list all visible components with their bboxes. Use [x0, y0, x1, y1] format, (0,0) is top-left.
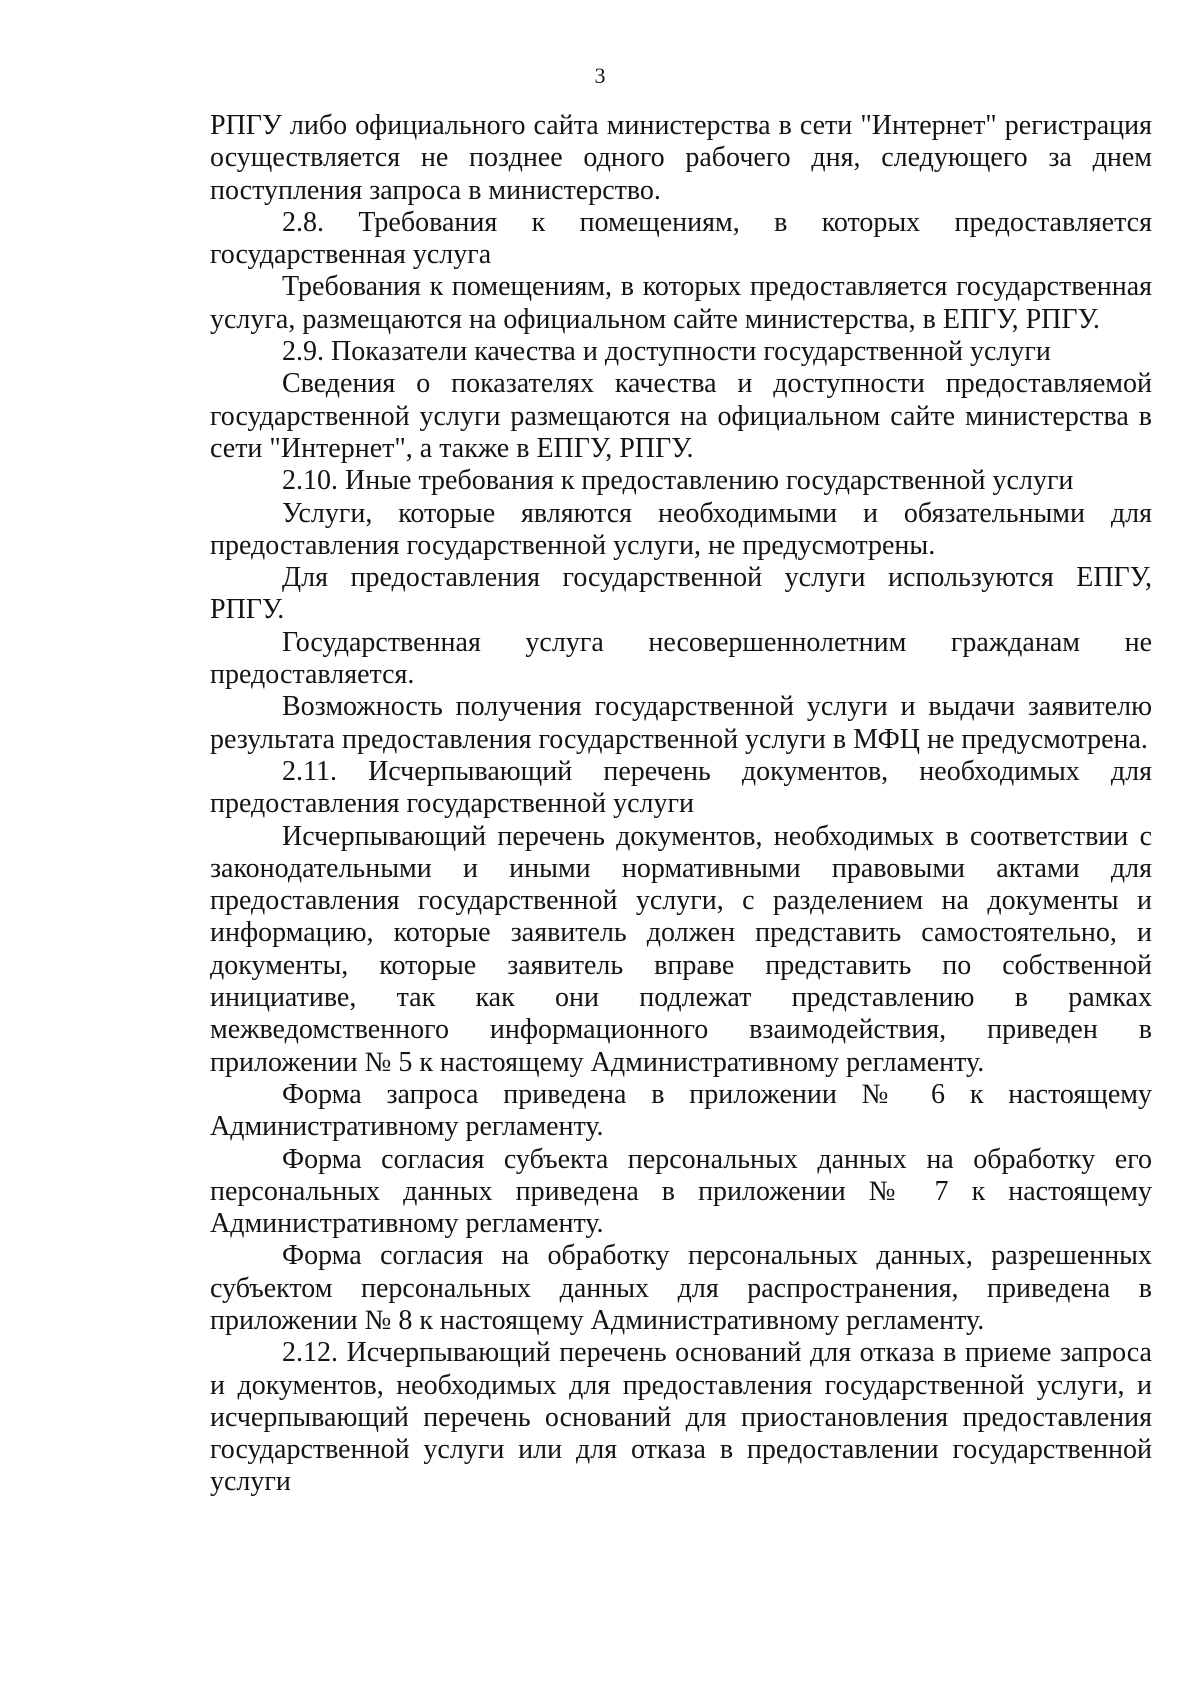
section-heading-2-10: 2.10. Иные требования к предоставлению государственной услуги [282, 465, 1074, 497]
section-heading-2-12: 2.12. Исчерпывающий перечень оснований для отказа в приеме запроса и документов, необходимых для предоставления государственной услуги, и исчерпывающий перечень оснований для приостановления предоставления государственной услуги или для отказа в предоставлении государственной услуги [210, 1337, 1152, 1498]
paragraph: Требования к помещениям, в которых предоставляется государственная услуга, размещаются на официальном сайте министерства, в ЕПГУ, РПГУ. [210, 271, 1152, 335]
paragraph: Форма согласия субъекта персональных данных на обработку его персональных данных приведена в приложении № 7 к настоящему Административному регламенту. [210, 1143, 1152, 1240]
paragraph: Сведения о показателях качества и доступности предоставляемой государственной услуги размещаются на официальном сайте министерства в сети "Интернет", а также в ЕПГУ, РПГУ. [210, 368, 1152, 464]
document-body [210, 110, 1152, 1499]
section-heading-2-9: 2.9. Показатели качества и доступности государственной услуги [282, 336, 1051, 368]
page-number: 3 [594, 63, 606, 88]
paragraph: Для предоставления государственной услуги используются ЕПГУ, РПГУ. [210, 562, 1152, 626]
section-heading-2-8: 2.8. Требования к помещениям, в которых предоставляется государственная услуга [210, 206, 1152, 271]
paragraph: Форма согласия на обработку персональных данных, разрешенных субъектом персональных данных для распространения, приведена в приложении № 8 к настоящему Административному регламенту. [210, 1240, 1152, 1336]
paragraph: Услуги, которые являются необходимыми и обязательными для предоставления государственной услуги, не предусмотрены. [210, 497, 1152, 561]
paragraph: Государственная услуга несовершеннолетним гражданам не предоставляется. [210, 626, 1152, 691]
paragraph: Форма запроса приведена в приложении № 6 к настоящему Административному регламенту. [210, 1078, 1152, 1143]
paragraph-continuation: РПГУ либо официального сайта министерства в сети "Интернет" регистрация осуществляется не позднее одного рабочего дня, следующего за днем поступления запроса в министерство. [210, 110, 1152, 206]
paragraph: Возможность получения государственной услуги и выдачи заявителю результата предоставления государственной услуги в МФЦ не предусмотрена. [210, 691, 1152, 755]
paragraph: Исчерпывающий перечень документов, необходимых в соответствии с законодательными и иными нормативными правовыми актами для предоставления государственной услуги, с разделением на документы и информацию, которые заявитель должен представить самостоятельно, и документы, которые заявитель вправе представить по собственной инициативе, так как они подлежат представлению в рамках межведомственного информационного взаимодействия, приведен в приложении № 5 к настоящему Административному регламенту. [210, 820, 1152, 1078]
section-heading-2-11: 2.11. Исчерпывающий перечень документов, необходимых для предоставления государственной услуги [210, 755, 1152, 820]
